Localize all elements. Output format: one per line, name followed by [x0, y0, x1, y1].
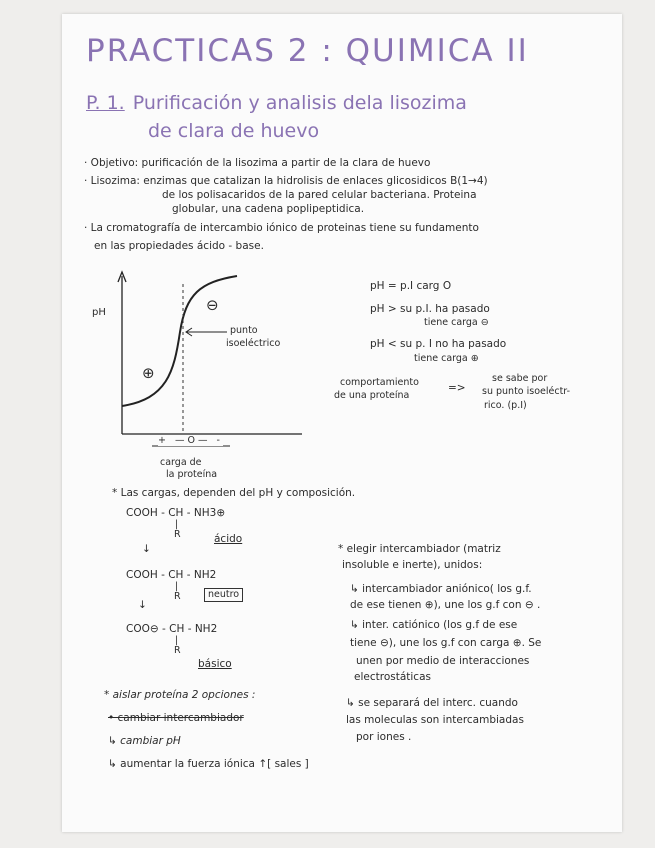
aislar-option-ph: ↳ cambiar pH [108, 735, 181, 747]
comportamiento-arrow: => [448, 382, 466, 394]
graph-x-label-1: carga de [160, 457, 202, 468]
elegir-line-3: ↳ intercambiador aniónico( los g.f. [350, 583, 532, 595]
comportamiento-line-4: su punto isoeléctr- [482, 386, 571, 397]
structure-acid-bar: | [175, 519, 179, 530]
lisozima-line-3: globular, una cadena poplipeptidica. [172, 203, 365, 215]
titration-curve [122, 276, 237, 406]
lisozima-line-2: de los polisacaridos de la pared celular bacteriana. Proteina [162, 189, 477, 201]
elegir-line-7: unen por medio de interacciones [356, 655, 530, 667]
structure-acid-r: R [174, 529, 181, 540]
cromatografia-line-2: en las propiedades ácido - base. [94, 240, 264, 252]
separar-note-1: ↳ se separará del interc. cuando [346, 697, 518, 709]
lisozima-line-1: · Lisozima: enzimas que catalizan la hidrolisis de enlaces glicosidicos B(1→4) [84, 175, 488, 187]
ph-equal-note: pH = p.I carg O [370, 280, 452, 292]
titration-graph [62, 14, 622, 832]
objetivo-text: · Objetivo: purificación de la lisozima a partir de la clara de huevo [84, 157, 431, 169]
comportamiento-line-1: comportamiento [340, 377, 419, 388]
comportamiento-line-2: de una proteína [334, 390, 410, 401]
separar-note-3: por iones . [356, 731, 412, 743]
aislar-crossed-option: • cambiar intercambiador [108, 712, 244, 724]
subtitle-line-2: de clara de huevo [148, 120, 320, 142]
elegir-line-6: tiene ⊖), une los g.f con carga ⊕. Se [350, 637, 542, 649]
comportamiento-line-3: se sabe por [492, 373, 548, 384]
cromatografia-line-1: · La cromatografía de intercambio iónico de proteinas tiene su fundamento [84, 222, 479, 234]
structure-basic: COO⊖ - CH - NH2 [126, 623, 218, 635]
notebook-page [62, 14, 622, 832]
structure-neutral-r: R [174, 591, 181, 602]
subtitle-number: P. 1. [86, 92, 125, 114]
subtitle-text-1: Purificación y analisis dela lisozima [132, 92, 467, 114]
punto-label-1: punto [230, 325, 258, 336]
cargas-heading: * Las cargas, dependen del pH y composición. [112, 487, 356, 499]
structure-acid: COOH - CH - NH3⊕ [126, 507, 226, 519]
elegir-line-8: electrostáticas [354, 671, 431, 683]
ph-less-note-2: tiene carga ⊕ [414, 353, 479, 364]
elegir-line-2: insoluble e inerte), unidos: [342, 559, 483, 571]
separar-note-2: las moleculas son intercambiadas [346, 714, 524, 726]
graph-x-label-2: la proteína [166, 469, 218, 480]
punto-label-2: isoeléctrico [226, 338, 281, 349]
ph-less-note-1: pH < su p. I no ha pasado [370, 338, 507, 350]
ph-greater-note-2: tiene carga ⊖ [424, 317, 489, 328]
graph-minus-icon: ⊖ [206, 296, 219, 314]
arrow-down-1: ↓ [142, 543, 151, 555]
basic-label: básico [198, 658, 232, 670]
structure-basic-bar: | [175, 635, 179, 646]
comportamiento-line-5: rico. (p.I) [484, 400, 527, 411]
structure-basic-r: R [174, 645, 181, 656]
structure-neutral-bar: | [175, 581, 179, 592]
graph-plus-icon: ⊕ [142, 364, 155, 382]
neutral-label: neutro [204, 588, 243, 602]
elegir-line-4: de ese tienen ⊕), une los g.f con ⊖ . [350, 599, 541, 611]
structure-neutral: COOH - CH - NH2 [126, 569, 217, 581]
ph-greater-note-1: pH > su p.I. ha pasado [370, 303, 490, 315]
arrow-down-2: ↓ [138, 599, 147, 611]
graph-y-label: pH [92, 307, 106, 318]
elegir-line-1: * elegir intercambiador (matriz [338, 543, 501, 555]
aislar-option-ionic: ↳ aumentar la fuerza iónica ↑[ sales ] [108, 758, 309, 770]
charge-axis-marks: + —O— - [158, 435, 223, 446]
elegir-line-5: ↳ inter. catiónico (los g.f de ese [350, 619, 518, 631]
page-title: PRACTICAS 2 : QUIMICA II [86, 33, 529, 69]
aislar-heading: * aislar proteína 2 opciones : [104, 689, 256, 701]
acid-label: ácido [214, 533, 243, 545]
